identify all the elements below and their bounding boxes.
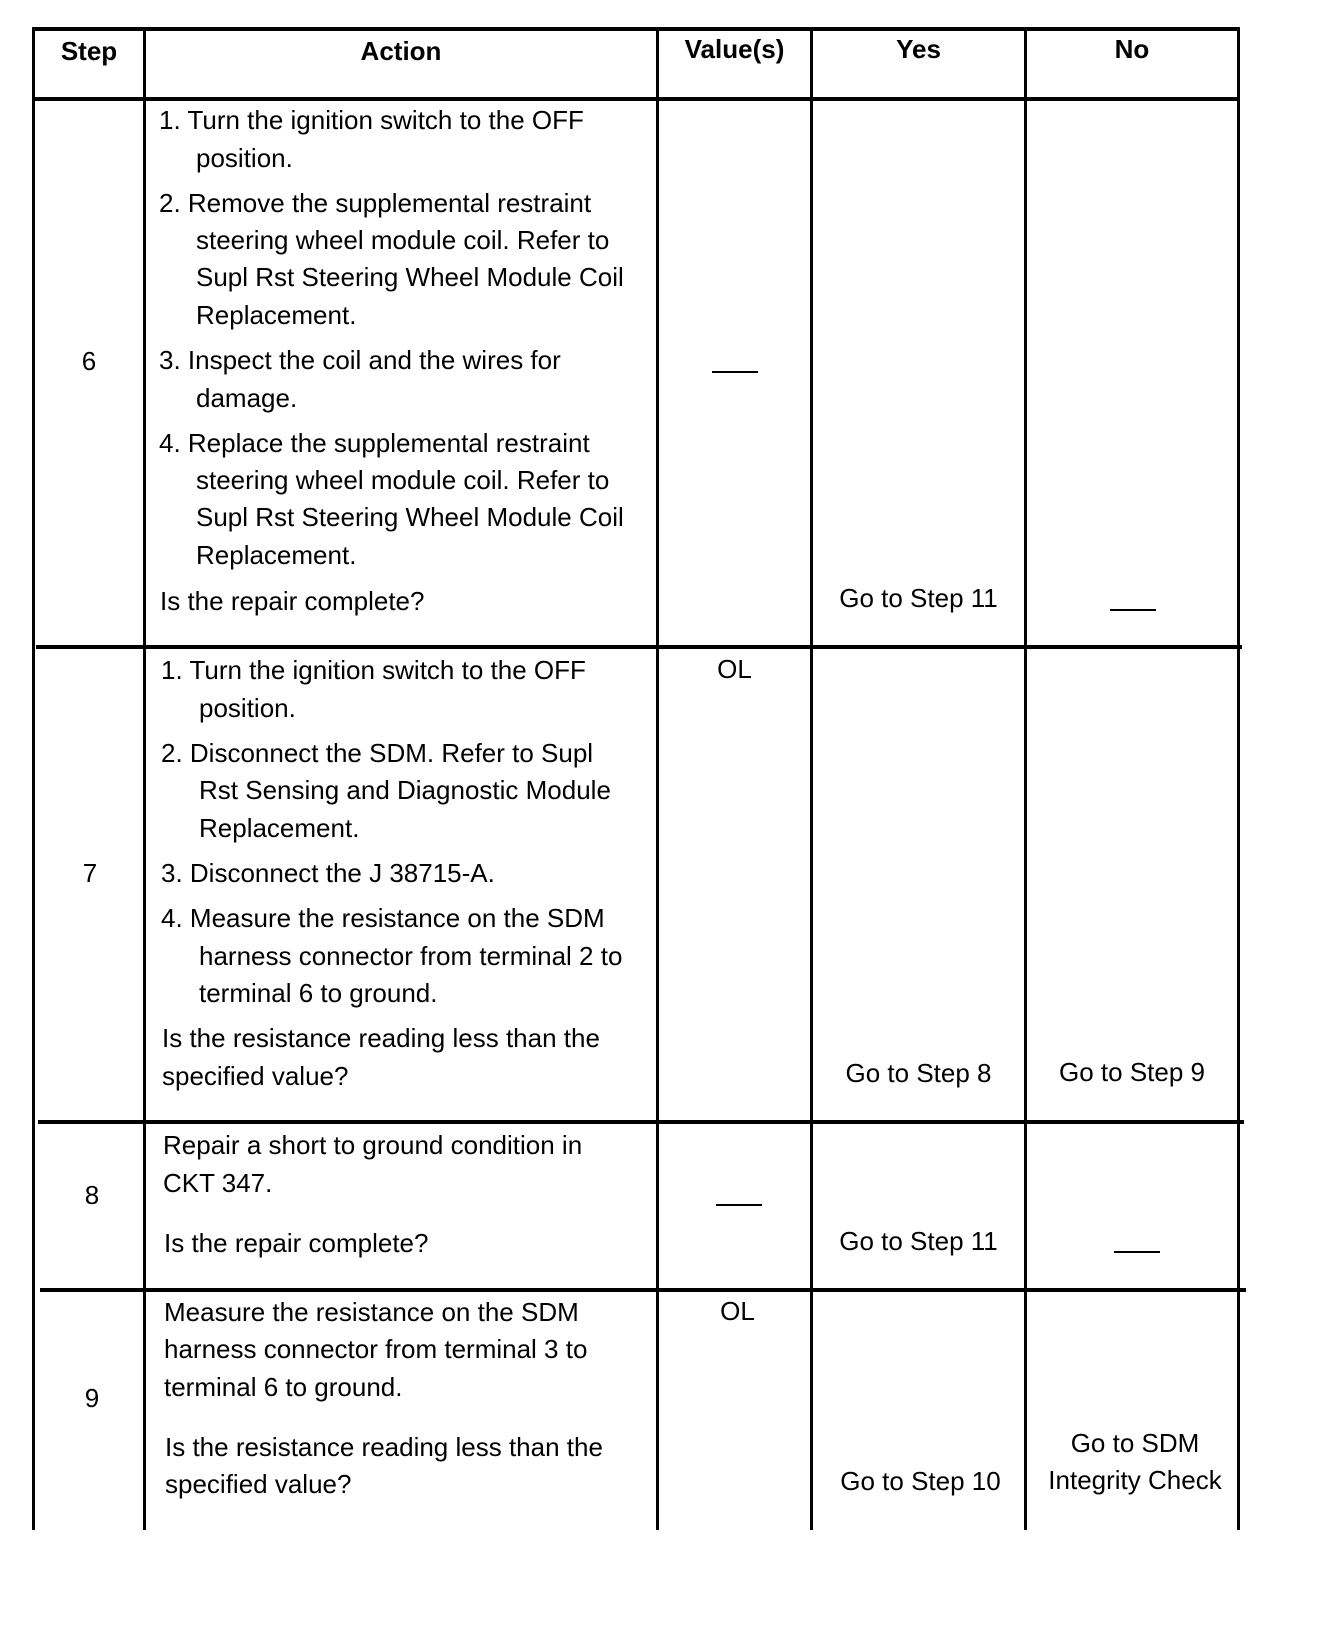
action-line: Repair a short to ground condition in bbox=[163, 1130, 583, 1160]
row-7-bottom-border bbox=[38, 1120, 1244, 1124]
step-number: 6 bbox=[81, 346, 97, 376]
value-not-applicable bbox=[716, 1204, 762, 1206]
row-6-bottom-border bbox=[36, 645, 1242, 649]
action-line: 3. Inspect the coil and the wires for bbox=[159, 345, 561, 375]
action-line: harness connector from terminal 3 to bbox=[164, 1334, 588, 1364]
action-line: 2. Remove the supplemental restraint bbox=[159, 188, 592, 218]
action-line: terminal 6 to ground. bbox=[164, 1372, 403, 1402]
action-question: specified value? bbox=[162, 1061, 349, 1091]
action-line: position. bbox=[196, 143, 293, 173]
action-line: 1. Turn the ignition switch to the OFF bbox=[161, 655, 586, 685]
action-line: terminal 6 to ground. bbox=[199, 978, 438, 1008]
header-values: Value(s) bbox=[684, 34, 785, 64]
no-not-applicable bbox=[1114, 1251, 1160, 1253]
action-line: 2. Disconnect the SDM. Refer to Supl bbox=[161, 738, 594, 768]
action-line: 3. Disconnect the J 38715-A. bbox=[161, 858, 495, 888]
action-question: Is the resistance reading less than the bbox=[162, 1023, 600, 1053]
action-line: Supl Rst Steering Wheel Module Coil bbox=[196, 502, 624, 532]
action-question: Is the repair complete? bbox=[160, 586, 425, 616]
yes-result: Go to Step 11 bbox=[839, 1226, 998, 1256]
action-line: Rst Sensing and Diagnostic Module bbox=[199, 775, 611, 805]
action-line: Measure the resistance on the SDM bbox=[164, 1297, 579, 1327]
action-line: Replacement. bbox=[199, 813, 360, 843]
step-number: 9 bbox=[84, 1383, 100, 1413]
header-no: No bbox=[1114, 34, 1150, 64]
value-not-applicable bbox=[712, 371, 758, 373]
action-line: 4. Replace the supplemental restraint bbox=[159, 428, 590, 458]
action-line: 4. Measure the resistance on the SDM bbox=[161, 903, 605, 933]
yes-result: Go to Step 10 bbox=[840, 1466, 1001, 1496]
action-line: Supl Rst Steering Wheel Module Coil bbox=[196, 262, 624, 292]
no-result: Go to Step 9 bbox=[1059, 1057, 1205, 1087]
header-yes: Yes bbox=[896, 34, 941, 64]
step-number: 7 bbox=[82, 858, 98, 888]
yes-result: Go to Step 11 bbox=[839, 583, 998, 613]
action-line: 1. Turn the ignition switch to the OFF bbox=[159, 105, 584, 135]
no-not-applicable bbox=[1110, 609, 1156, 611]
step-number: 8 bbox=[84, 1180, 100, 1210]
row-8-bottom-border bbox=[40, 1288, 1246, 1292]
value-threshold: OL bbox=[717, 654, 752, 684]
action-line: CKT 347. bbox=[163, 1168, 273, 1198]
no-result-line-2: Integrity Check bbox=[1048, 1465, 1222, 1495]
action-value-divider bbox=[656, 27, 659, 1530]
yes-result: Go to Step 8 bbox=[845, 1058, 992, 1088]
step-action-divider bbox=[143, 27, 146, 1530]
no-result-line-1: Go to SDM bbox=[1070, 1428, 1200, 1458]
header-step: Step bbox=[60, 36, 118, 66]
header-action: Action bbox=[360, 36, 442, 66]
yes-no-divider bbox=[1024, 27, 1027, 1530]
action-question: Is the resistance reading less than the bbox=[165, 1432, 603, 1462]
action-question: specified value? bbox=[165, 1469, 352, 1499]
action-line: position. bbox=[199, 693, 296, 723]
action-question: Is the repair complete? bbox=[164, 1228, 429, 1258]
value-threshold: OL bbox=[720, 1296, 755, 1326]
table-right-border bbox=[1237, 27, 1240, 1530]
action-line: steering wheel module coil. Refer to bbox=[196, 225, 610, 255]
action-line: Replacement. bbox=[196, 540, 357, 570]
action-line: Replacement. bbox=[196, 300, 357, 330]
action-line: steering wheel module coil. Refer to bbox=[196, 465, 610, 495]
action-line: harness connector from terminal 2 to bbox=[199, 941, 623, 971]
table-left-border bbox=[32, 27, 35, 1530]
action-line: damage. bbox=[196, 383, 298, 413]
